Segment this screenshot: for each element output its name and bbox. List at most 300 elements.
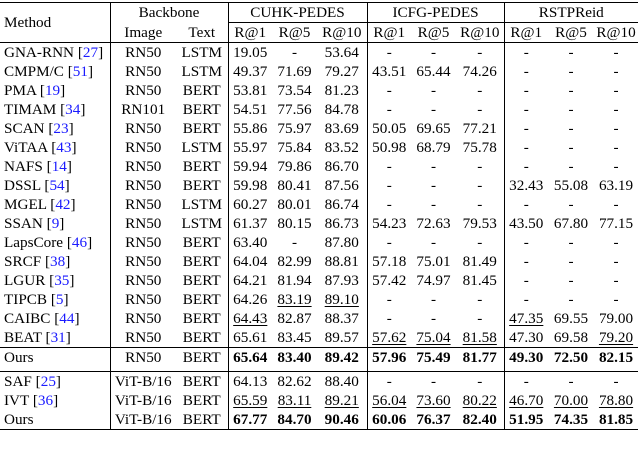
metric-cell: [317, 138, 367, 157]
metric-cell: [504, 410, 548, 430]
table-row: [0, 138, 638, 157]
metric-cell: [548, 252, 594, 271]
metric-cell: [272, 138, 317, 157]
metric-value: -: [523, 373, 529, 390]
image-backbone-cell: RN50: [110, 271, 176, 290]
metric-value: 50.98: [372, 139, 407, 156]
image-backbone-cell: RN50: [110, 62, 176, 81]
metric-value: 60.06: [372, 411, 407, 428]
method-name: Ours: [4, 411, 34, 428]
table-row: [0, 119, 638, 138]
metric-cell: [411, 391, 456, 410]
metric-cell: [411, 43, 456, 63]
metric-value: 83.52: [324, 139, 359, 156]
metric-cell: [411, 62, 456, 81]
dataset-header-icfg: ICFG-PEDES: [367, 3, 504, 23]
metric-value: -: [477, 234, 483, 251]
metric-value: 56.04: [372, 392, 407, 409]
metric-cell: [367, 138, 411, 157]
metric-cell: [411, 309, 456, 328]
method-cell: [0, 410, 110, 430]
metric-cell: [504, 252, 548, 271]
metric-value: 87.80: [324, 234, 359, 251]
method-name: MGEL: [4, 196, 47, 213]
metric-cell: [411, 290, 456, 309]
metric-value: -: [523, 291, 529, 308]
metric-cell: [504, 119, 548, 138]
method-name: SRCF: [4, 253, 42, 270]
metric-value: 87.56: [324, 177, 359, 194]
metric-cell: [411, 195, 456, 214]
metric-cell: [504, 391, 548, 410]
metric-value: 65.59: [233, 392, 268, 409]
metric-cell: [548, 309, 594, 328]
metric-cell: [548, 233, 594, 252]
image-backbone-cell: RN50: [110, 195, 176, 214]
metric-cell: [456, 309, 504, 328]
text-backbone-cell: BERT: [176, 410, 228, 430]
metric-cell: [367, 391, 411, 410]
metric-value: 84.70: [277, 411, 312, 428]
metric-cell: [317, 391, 367, 410]
metric-value: -: [568, 272, 574, 289]
metric-cell: [504, 100, 548, 119]
metric-cell: [317, 43, 367, 63]
citation-number: 51: [72, 63, 88, 80]
metric-value: 89.42: [324, 349, 359, 366]
metric-cell: [504, 309, 548, 328]
image-backbone-cell: RN50: [110, 252, 176, 271]
metric-cell: [411, 138, 456, 157]
metric-cell: [317, 252, 367, 271]
metric-value: 81.23: [324, 82, 359, 99]
metric-cell: [456, 43, 504, 63]
table-row: [0, 348, 638, 368]
method-cell: ViTAA [43]: [4, 139, 77, 156]
metric-cell: [228, 372, 272, 392]
metric-cell: [411, 410, 456, 430]
metric-value: 80.01: [277, 196, 312, 213]
citation-number: 42: [55, 196, 71, 213]
metric-value: -: [477, 44, 483, 61]
metric-value: 53.64: [324, 44, 359, 61]
table-row: [0, 214, 638, 233]
method-cell: PMA [19]: [4, 82, 66, 99]
table-row: [0, 391, 638, 410]
metric-value: -: [613, 373, 619, 390]
image-header: Image: [110, 23, 176, 43]
text-backbone-cell: LSTM: [181, 196, 223, 213]
metric-value: -: [386, 158, 392, 175]
metric-cell: [548, 195, 594, 214]
metric-value: -: [477, 177, 483, 194]
metric-value: 81.85: [598, 411, 634, 428]
metric-value: -: [386, 101, 392, 118]
metric-value: 79.86: [277, 158, 312, 175]
metric-value: 63.19: [598, 177, 634, 194]
metric-cell: [272, 348, 317, 368]
metric-cell: [367, 195, 411, 214]
metric-cell: [411, 81, 456, 100]
citation-number: 46: [71, 234, 88, 251]
results-table: [0, 2, 638, 430]
metric-value: -: [386, 44, 392, 61]
metric-value: -: [477, 196, 483, 213]
metric-value: 46.70: [509, 392, 544, 409]
image-backbone-cell: RN50: [110, 214, 176, 233]
table-body: [0, 43, 638, 430]
table-row: [0, 252, 638, 271]
metric-header: R@5: [417, 24, 450, 41]
metric-cell: [594, 252, 638, 271]
metric-cell: [594, 328, 638, 348]
metric-value: 88.81: [324, 253, 359, 270]
metric-value: -: [477, 291, 483, 308]
metric-cell: [317, 372, 367, 392]
metric-value: -: [568, 82, 574, 99]
metric-cell: [317, 176, 367, 195]
table-row: [0, 157, 638, 176]
metric-cell: [411, 100, 456, 119]
metric-cell: [456, 233, 504, 252]
method-cell: LapsCore [46]: [4, 234, 93, 251]
metric-cell: [456, 391, 504, 410]
image-backbone-cell: RN50: [110, 309, 176, 328]
metric-cell: [317, 233, 367, 252]
metric-value: 32.43: [509, 177, 544, 194]
citation-number: 27: [82, 44, 99, 61]
method-cell: NAFS [14]: [4, 158, 72, 175]
metric-cell: [228, 214, 272, 233]
metric-cell: [594, 43, 638, 63]
method-cell: GNA-RNN [27]: [0, 43, 110, 63]
metric-value: -: [613, 44, 619, 61]
metric-value: -: [386, 177, 392, 194]
metric-cell: [456, 100, 504, 119]
metric-cell: [317, 348, 367, 368]
metric-cell: [504, 290, 548, 309]
metric-cell: [228, 233, 272, 252]
metric-cell: [456, 119, 504, 138]
table-header: [0, 3, 638, 43]
metric-value: -: [523, 234, 529, 251]
metric-value: -: [523, 196, 529, 213]
metric-value: 47.30: [509, 329, 544, 346]
metric-value: -: [291, 234, 298, 251]
metric-value: 81.77: [462, 349, 497, 366]
table-row: [0, 100, 638, 119]
metric-value: 64.43: [233, 310, 268, 327]
metric-value: 55.97: [233, 139, 268, 156]
metric-value: 81.49: [462, 253, 497, 270]
table-row: [0, 410, 638, 430]
metric-cell: [367, 214, 411, 233]
metric-value: 72.50: [553, 349, 589, 366]
metric-value: 73.54: [277, 82, 312, 99]
text-backbone-cell: BERT: [182, 177, 221, 194]
metric-value: 89.10: [324, 291, 359, 308]
metric-value: -: [477, 82, 483, 99]
metric-value: 75.84: [277, 139, 312, 156]
text-backbone-cell: LSTM: [181, 215, 223, 232]
metric-value: 83.45: [277, 329, 312, 346]
image-backbone-cell: RN50: [110, 119, 176, 138]
metric-header: R@1: [504, 23, 548, 43]
metric-value: 88.40: [324, 373, 359, 390]
text-backbone-cell: BERT: [182, 234, 221, 251]
metric-value: -: [568, 291, 574, 308]
image-backbone-cell: RN50: [110, 81, 176, 100]
citation-number: 5: [55, 291, 64, 308]
metric-cell: [411, 157, 456, 176]
metric-cell: [548, 62, 594, 81]
metric-value: -: [430, 196, 437, 213]
citation-number: 34: [65, 101, 81, 118]
metric-cell: [317, 62, 367, 81]
image-backbone-cell: RN50: [110, 348, 176, 368]
metric-value: -: [613, 291, 619, 308]
method-cell: CAIBC [44]: [4, 310, 80, 327]
metric-cell: [594, 391, 638, 410]
text-backbone-cell: BERT: [182, 253, 221, 270]
metric-value: 75.78: [462, 139, 497, 156]
image-backbone-cell: RN50: [110, 138, 176, 157]
metric-value: -: [568, 44, 574, 61]
method-name: NAFS: [4, 158, 43, 175]
metric-cell: [367, 62, 411, 81]
metric-value: -: [523, 101, 529, 118]
metric-cell: [272, 391, 317, 410]
metric-cell: [228, 391, 272, 410]
method-name: TIPCB: [4, 291, 48, 308]
method-cell: [0, 348, 110, 368]
metric-value: -: [568, 253, 574, 270]
image-backbone-cell: RN101: [110, 100, 176, 119]
metric-value: 64.04: [233, 253, 268, 270]
metric-value: 79.20: [598, 329, 634, 346]
metric-cell: [317, 81, 367, 100]
method-name: PMA: [4, 82, 37, 99]
metric-value: -: [477, 158, 483, 175]
metric-cell: [411, 119, 456, 138]
metric-value: 75.01: [416, 253, 451, 270]
metric-value: 79.53: [462, 215, 497, 232]
metric-value: -: [613, 63, 619, 80]
metric-value: 80.22: [462, 392, 497, 409]
table-row: [0, 372, 638, 392]
metric-value: -: [430, 234, 437, 251]
metric-cell: [272, 100, 317, 119]
metric-value: 83.11: [277, 392, 312, 409]
metric-value: -: [523, 158, 529, 175]
image-backbone-cell: RN50: [110, 233, 176, 252]
metric-value: -: [430, 177, 437, 194]
metric-value: -: [430, 291, 437, 308]
dataset-header-cuhk: CUHK-PEDES: [228, 3, 367, 23]
image-backbone-cell: RN50: [110, 157, 176, 176]
metric-cell: [228, 62, 272, 81]
table-row: [0, 62, 638, 81]
metric-cell: [411, 328, 456, 348]
metric-value: -: [430, 373, 437, 390]
text-backbone-cell: BERT: [182, 158, 221, 175]
metric-value: 82.40: [462, 411, 497, 428]
metric-value: 87.93: [324, 272, 359, 289]
text-backbone-cell: LSTM: [181, 63, 223, 80]
metric-value: -: [477, 310, 483, 327]
metric-header: R@5: [555, 24, 587, 41]
backbone-header: Backbone: [110, 3, 228, 23]
metric-value: 54.51: [233, 101, 268, 118]
citation-number: 23: [53, 120, 69, 137]
method-name: IVT: [4, 392, 30, 409]
metric-value: 82.99: [277, 253, 312, 270]
metric-value: -: [613, 120, 619, 137]
metric-value: -: [613, 196, 619, 213]
metric-value: 43.51: [372, 63, 407, 80]
metric-cell: [548, 348, 594, 368]
metric-value: 57.62: [372, 329, 407, 346]
metric-value: 49.30: [509, 349, 544, 366]
metric-cell: [228, 271, 272, 290]
metric-value: 64.26: [233, 291, 268, 308]
metric-cell: [317, 214, 367, 233]
metric-cell: [548, 271, 594, 290]
metric-value: -: [613, 253, 619, 270]
metric-value: -: [430, 158, 437, 175]
metric-value: -: [568, 234, 574, 251]
method-cell: SCAN [23]: [4, 120, 74, 137]
citation-number: 54: [49, 177, 65, 194]
metric-cell: [548, 391, 594, 410]
metric-cell: [317, 309, 367, 328]
metric-value: 77.56: [277, 101, 312, 118]
metric-cell: [456, 62, 504, 81]
metric-value: 80.41: [277, 177, 312, 194]
metric-cell: [367, 290, 411, 309]
metric-cell: [228, 119, 272, 138]
metric-cell: [272, 214, 317, 233]
metric-value: 79.27: [324, 63, 359, 80]
method-name: CAIBC: [4, 310, 51, 327]
metric-cell: [317, 195, 367, 214]
metric-value: 55.86: [233, 120, 268, 137]
metric-cell: [594, 372, 638, 392]
metric-value: 69.65: [416, 120, 451, 137]
metric-cell: [272, 328, 317, 348]
metric-value: 75.97: [277, 120, 312, 137]
metric-value: -: [568, 196, 574, 213]
metric-cell: [272, 252, 317, 271]
metric-cell: [272, 372, 317, 392]
metric-cell: [317, 410, 367, 430]
metric-value: 70.00: [553, 392, 589, 409]
metric-value: 65.61: [233, 329, 268, 346]
metric-value: 81.58: [462, 329, 497, 346]
metric-cell: [456, 176, 504, 195]
metric-cell: [317, 157, 367, 176]
metric-value: 74.35: [553, 411, 589, 428]
citation-number: 14: [51, 158, 67, 175]
metric-value: -: [386, 82, 392, 99]
metric-value: -: [613, 158, 619, 175]
citation-number: 35: [54, 272, 70, 289]
metric-cell: [272, 176, 317, 195]
metric-cell: [594, 410, 638, 430]
metric-value: 77.21: [462, 120, 497, 137]
citation-number: 9: [51, 215, 60, 232]
metric-cell: [367, 372, 411, 392]
metric-value: -: [613, 82, 619, 99]
metric-cell: [272, 43, 317, 63]
method-cell: SSAN [9]: [4, 215, 65, 232]
metric-cell: [548, 328, 594, 348]
metric-cell: [504, 271, 548, 290]
metric-cell: [456, 81, 504, 100]
metric-value: 83.19: [277, 291, 312, 308]
metric-cell: [456, 348, 504, 368]
metric-cell: [504, 348, 548, 368]
metric-cell: [548, 100, 594, 119]
metric-cell: [594, 138, 638, 157]
metric-value: 55.08: [553, 177, 589, 194]
metric-cell: [317, 100, 367, 119]
metric-value: 89.57: [324, 329, 359, 346]
metric-value: -: [523, 63, 529, 80]
citation-number: 43: [56, 139, 72, 156]
metric-cell: [594, 176, 638, 195]
metric-cell: [504, 157, 548, 176]
citation-number: 36: [37, 392, 54, 409]
metric-cell: [548, 119, 594, 138]
method-cell: MGEL [42]: [4, 196, 76, 213]
metric-cell: [228, 309, 272, 328]
metric-cell: [548, 157, 594, 176]
metric-cell: [367, 157, 411, 176]
metric-cell: [456, 271, 504, 290]
method-name: CMPM/C: [4, 63, 64, 80]
metric-value: -: [613, 139, 619, 156]
metric-value: 64.21: [233, 272, 268, 289]
metric-cell: [272, 81, 317, 100]
metric-value: 61.37: [233, 215, 268, 232]
metric-cell: [456, 157, 504, 176]
metric-value: -: [430, 44, 437, 61]
metric-cell: [272, 410, 317, 430]
metric-cell: [504, 372, 548, 392]
metric-value: -: [477, 101, 483, 118]
metric-cell: [504, 138, 548, 157]
method-name: TIMAM: [4, 101, 57, 118]
metric-cell: [367, 328, 411, 348]
metric-cell: [504, 176, 548, 195]
metric-value: 88.37: [324, 310, 359, 327]
metric-value: 74.97: [416, 272, 451, 289]
text-backbone-cell: BERT: [182, 272, 221, 289]
table-row: [0, 81, 638, 100]
metric-cell: [456, 290, 504, 309]
method-cell: LGUR [35]: [4, 272, 75, 289]
metric-value: -: [523, 44, 529, 61]
method-name: SCAN: [4, 120, 45, 137]
metric-value: 53.81: [233, 82, 268, 99]
text-backbone-cell: BERT: [182, 310, 221, 327]
metric-cell: [228, 252, 272, 271]
metric-cell: [367, 81, 411, 100]
metric-value: 72.63: [416, 215, 451, 232]
table-row: [0, 43, 638, 63]
metric-value: -: [430, 82, 437, 99]
